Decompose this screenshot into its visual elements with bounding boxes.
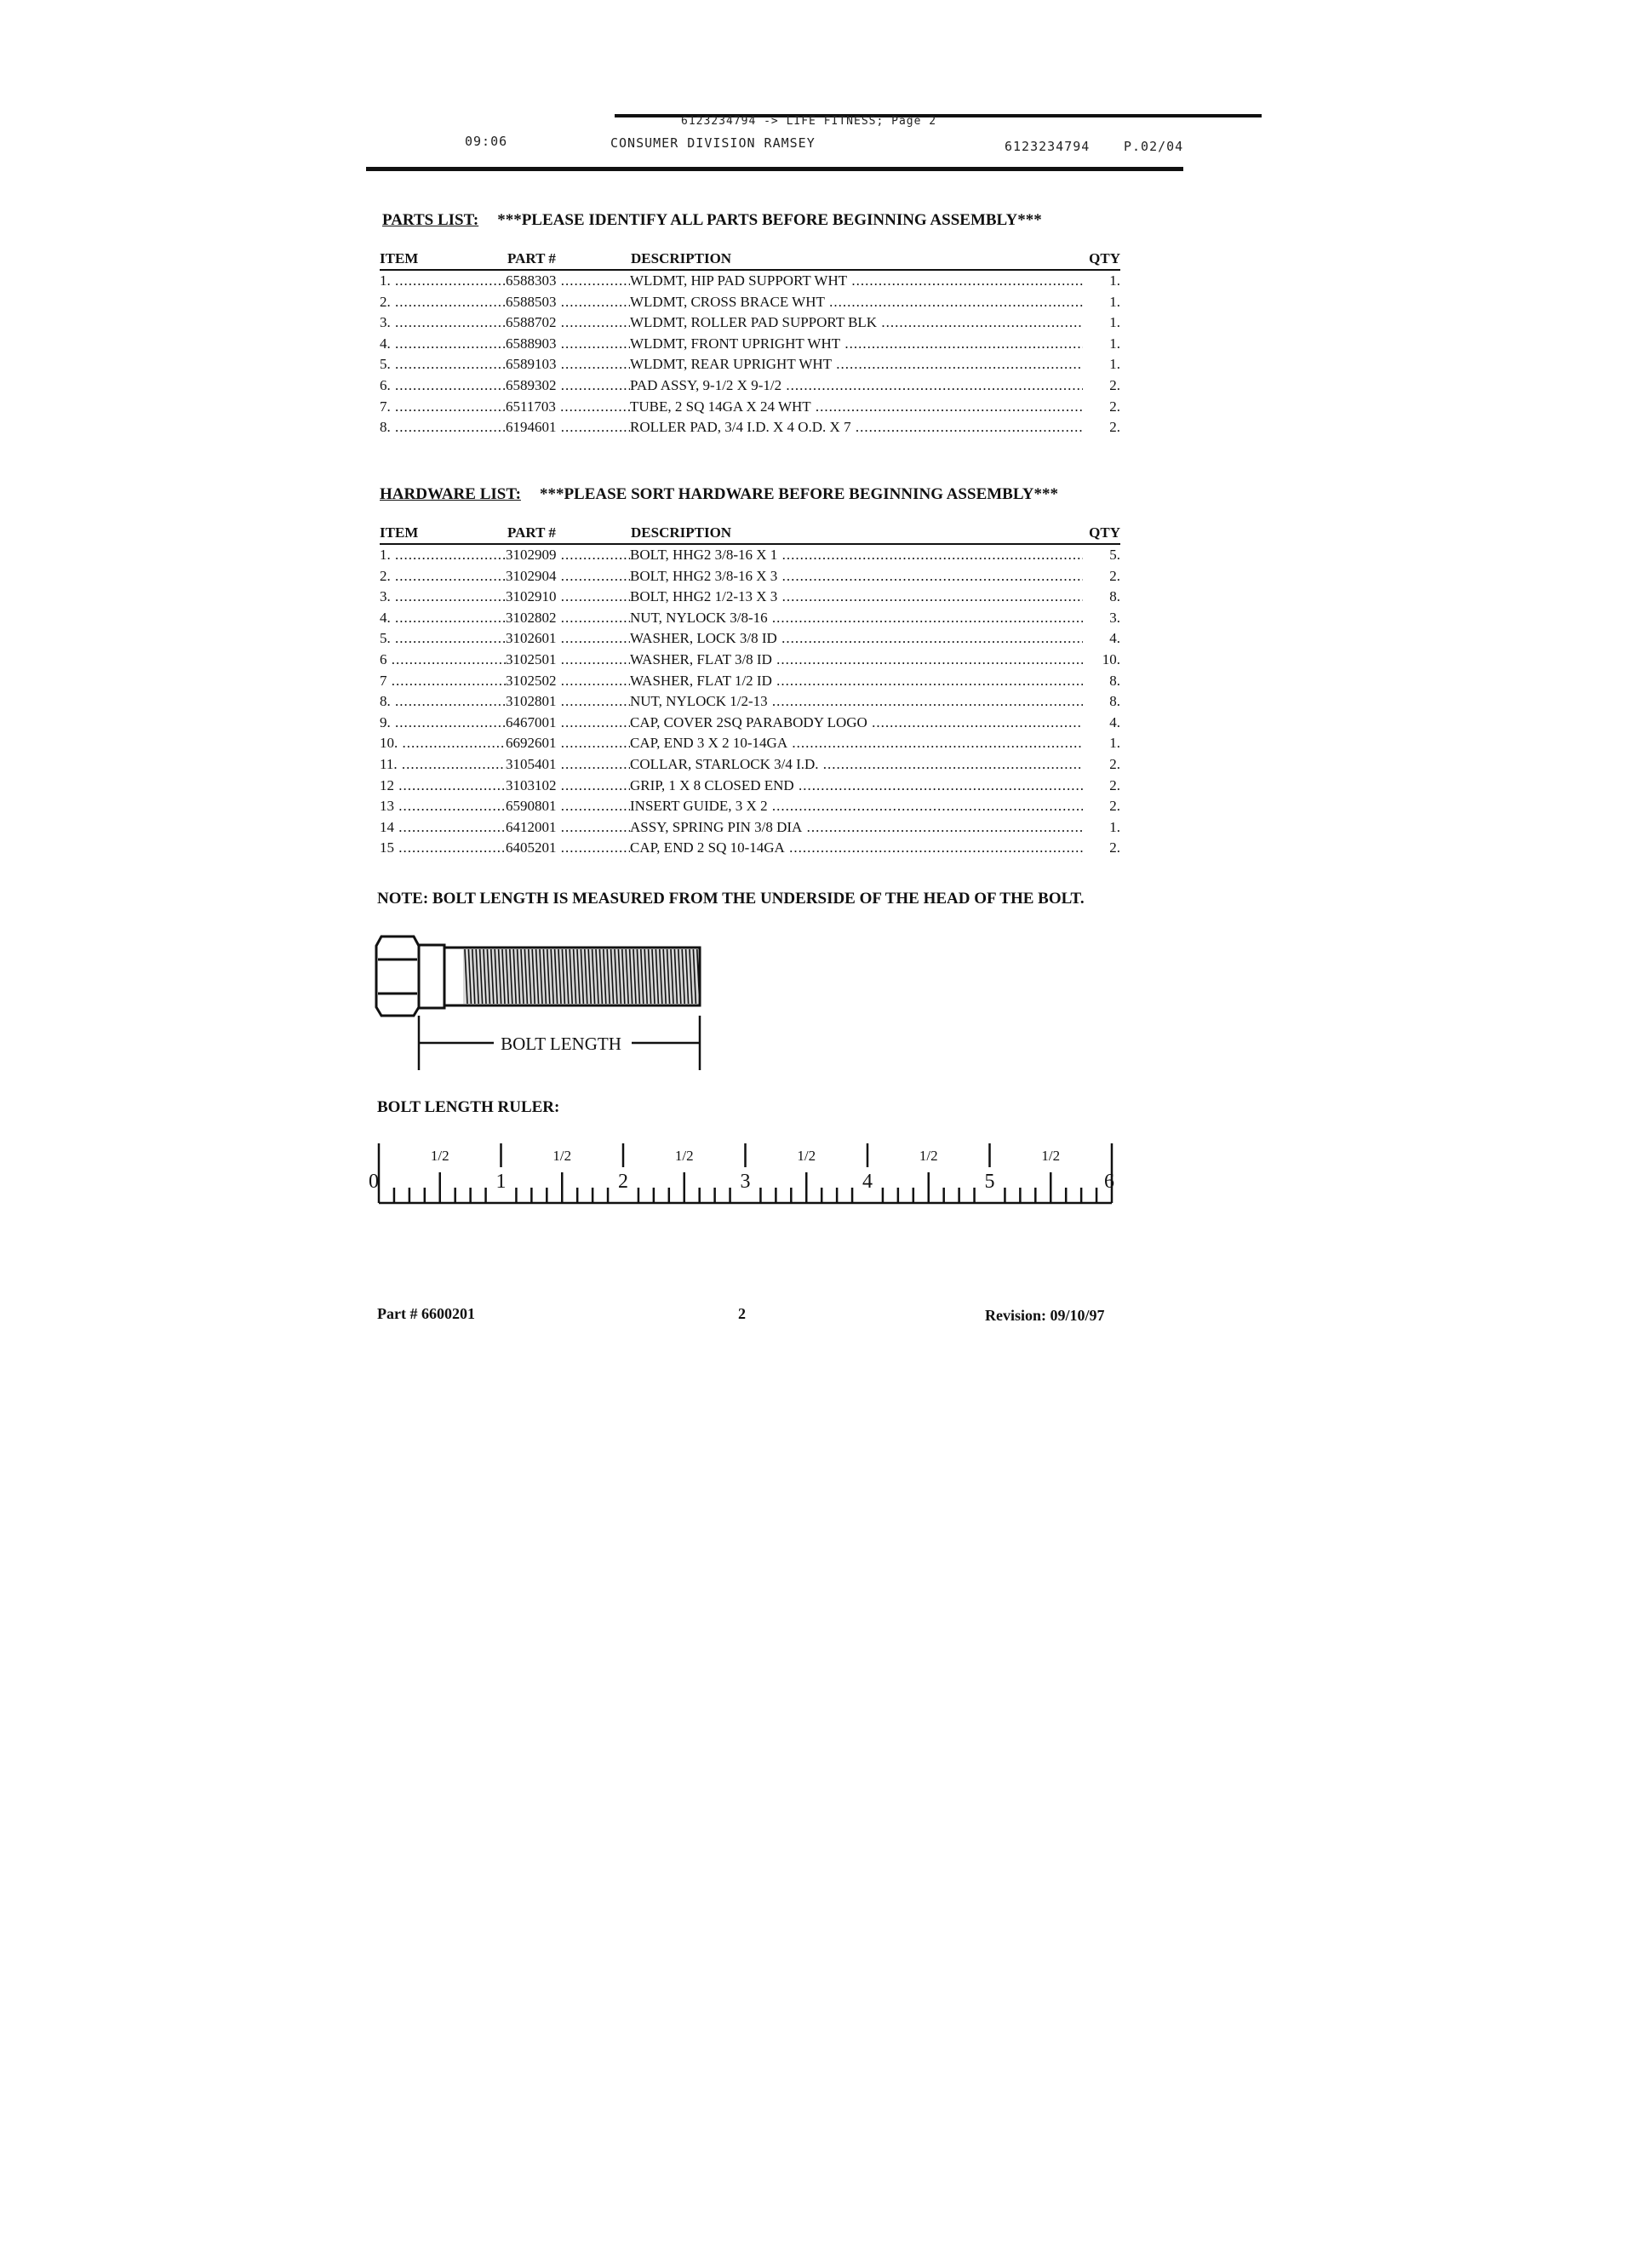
table-row (380, 608, 1120, 629)
ruler-title: BOLT LENGTH RULER: (377, 1098, 560, 1116)
fax-bottom-rule (366, 167, 1183, 171)
part-cell: 6588903 ..... (506, 334, 630, 355)
table-row (380, 650, 1120, 671)
qty-cell: 2. (1109, 398, 1120, 415)
item-cell: 5. ..... (380, 354, 506, 375)
qty-cell: 5. (1109, 547, 1120, 563)
ruler-inch-number: 1 (495, 1171, 507, 1193)
table-row (380, 271, 1120, 292)
bolt-length-ruler (366, 1137, 1132, 1213)
qty-cell: 1. (1109, 735, 1120, 752)
item-cell: 8. ..... (380, 417, 506, 438)
table-row (380, 796, 1120, 817)
col-item: ITEM (380, 524, 419, 541)
description-cell: WLDMT, HIP PAD SUPPORT WHT ..... (630, 271, 1083, 292)
part-cell: 6588702 ..... (506, 312, 630, 334)
qty-cell: 2. (1109, 376, 1120, 393)
part-cell: 3102909 ..... (506, 545, 630, 566)
fax-top-line: 6123234794 -> LIFE FITNESS; Page 2 (681, 115, 937, 128)
item-cell: 3. ..... (380, 312, 506, 334)
table-row (380, 292, 1120, 313)
qty-cell: 2. (1109, 839, 1120, 856)
table-row (380, 776, 1120, 797)
part-cell: 3102601 ..... (506, 628, 630, 650)
description-cell: NUT, NYLOCK 1/2-13 ..... (630, 691, 1083, 713)
ruler-inch-number: 3 (740, 1171, 751, 1193)
description-cell: NUT, NYLOCK 3/8-16 ..... (630, 608, 1083, 629)
description-cell: PAD ASSY, 9-1/2 X 9-1/2 ..... (630, 375, 1083, 397)
qty-cell: 10. (1102, 650, 1120, 667)
description-cell: WASHER, FLAT 1/2 ID ..... (630, 671, 1083, 692)
ruler-half-label: 1/2 (674, 1148, 694, 1164)
table-row (380, 417, 1120, 438)
item-cell: 11. ..... (380, 754, 506, 776)
ruler-half-label: 1/2 (797, 1148, 816, 1164)
item-cell: 10. ..... (380, 733, 506, 754)
table-row (380, 628, 1120, 650)
parts-table-body (380, 271, 1120, 438)
table-row (380, 817, 1120, 839)
description-cell: CAP, END 2 SQ 10-14GA ..... (630, 838, 1083, 859)
part-cell: 3103102 ..... (506, 776, 630, 797)
qty-cell: 1. (1109, 293, 1120, 310)
parts-list-instruction: ***PLEASE IDENTIFY ALL PARTS BEFORE BEGINNING ASSEMBLY*** (497, 211, 1042, 229)
qty-cell: 4. (1109, 713, 1120, 730)
table-row (380, 375, 1120, 397)
table-row (380, 754, 1120, 776)
qty-cell: 1. (1109, 356, 1120, 373)
bolt-head (376, 936, 444, 1016)
table-row (380, 397, 1120, 418)
qty-cell: 1. (1109, 272, 1120, 289)
item-cell: 2. ..... (380, 292, 506, 313)
ruler-inch-number: 0 (369, 1171, 379, 1193)
bolt-diagram (366, 924, 724, 1073)
bolt-length-note: NOTE: BOLT LENGTH IS MEASURED FROM THE UNDERSIDE OF THE HEAD OF THE BOLT. (377, 890, 1085, 908)
qty-cell: 1. (1109, 818, 1120, 835)
col-part: PART # (507, 524, 556, 541)
part-cell: 6194601 ..... (506, 417, 630, 438)
table-row (380, 312, 1120, 334)
col-qty: QTY (1089, 524, 1120, 541)
fax-header (0, 0, 1643, 179)
part-cell: 3102910 ..... (506, 587, 630, 608)
description-cell: GRIP, 1 X 8 CLOSED END ..... (630, 776, 1083, 797)
ruler-inch-number: 4 (862, 1171, 873, 1193)
description-cell: INSERT GUIDE, 3 X 2 ..... (630, 796, 1083, 817)
part-cell: 6590801 ..... (506, 796, 630, 817)
table-row (380, 545, 1120, 566)
ruler-half-label: 1/2 (552, 1148, 572, 1164)
description-cell: CAP, END 3 X 2 10-14GA ..... (630, 733, 1083, 754)
hardware-list-title (380, 485, 1058, 504)
part-cell: 6412001 ..... (506, 817, 630, 839)
description-cell: WLDMT, REAR UPRIGHT WHT ..... (630, 354, 1083, 375)
part-cell: 6692601 ..... (506, 733, 630, 754)
part-cell: 6589103 ..... (506, 354, 630, 375)
col-qty: QTY (1089, 250, 1120, 266)
description-cell: WASHER, FLAT 3/8 ID ..... (630, 650, 1083, 671)
part-cell: 3105401 ..... (506, 754, 630, 776)
fax-time: 09:06 (465, 134, 508, 149)
qty-cell: 8. (1109, 693, 1120, 710)
col-description: DESCRIPTION (631, 250, 732, 266)
ruler-inch-number: 5 (984, 1171, 995, 1193)
part-cell: 3102802 ..... (506, 608, 630, 629)
hardware-table (380, 521, 1120, 859)
col-part: PART # (507, 250, 556, 266)
fax-page: P.02/04 (1124, 139, 1184, 154)
hardware-table-header (380, 521, 1120, 545)
qty-cell: 2. (1109, 798, 1120, 815)
description-cell: COLLAR, STARLOCK 3/4 I.D. ..... (630, 754, 1083, 776)
part-cell: 3102501 ..... (506, 650, 630, 671)
parts-list-label: PARTS LIST: (382, 211, 479, 229)
qty-cell: 3. (1109, 609, 1120, 626)
item-cell: 5. ..... (380, 628, 506, 650)
item-cell: 2. ..... (380, 566, 506, 587)
table-row (380, 354, 1120, 375)
bolt-shank (444, 948, 700, 1005)
table-row (380, 691, 1120, 713)
table-row (380, 733, 1120, 754)
ruler-half-label: 1/2 (919, 1148, 938, 1164)
parts-table-header (380, 247, 1120, 271)
part-cell: 6511703 ..... (506, 397, 630, 418)
part-cell: 6588303 ..... (506, 271, 630, 292)
item-cell: 8. ..... (380, 691, 506, 713)
footer-page-number: 2 (738, 1305, 746, 1322)
table-row (380, 671, 1120, 692)
ruler-inch-number: 2 (618, 1171, 628, 1193)
part-cell: 6588503 ..... (506, 292, 630, 313)
table-row (380, 587, 1120, 608)
item-cell: 4. ..... (380, 334, 506, 355)
part-cell: 6405201 ..... (506, 838, 630, 859)
description-cell: BOLT, HHG2 3/8-16 X 3 ..... (630, 566, 1083, 587)
qty-cell: 8. (1109, 672, 1120, 689)
footer-part-number: Part # 6600201 (377, 1305, 475, 1322)
item-cell: 14 ..... (380, 817, 506, 839)
qty-cell: 8. (1109, 588, 1120, 605)
qty-cell: 2. (1109, 755, 1120, 772)
fax-phone: 6123234794 (1005, 139, 1091, 154)
item-cell: 1. ..... (380, 545, 506, 566)
item-cell: 7 ..... (380, 671, 506, 692)
ruler-half-label: 1/2 (430, 1148, 449, 1164)
qty-cell: 2. (1109, 567, 1120, 584)
item-cell: 13 ..... (380, 796, 506, 817)
part-cell: 6467001 ..... (506, 713, 630, 734)
item-cell: 6 ..... (380, 650, 506, 671)
part-cell: 3102801 ..... (506, 691, 630, 713)
item-cell: 4. ..... (380, 608, 506, 629)
item-cell: 12 ..... (380, 776, 506, 797)
item-cell: 15 ..... (380, 838, 506, 859)
description-cell: BOLT, HHG2 3/8-16 X 1 ..... (630, 545, 1083, 566)
item-cell: 3. ..... (380, 587, 506, 608)
table-row (380, 334, 1120, 355)
description-cell: ROLLER PAD, 3/4 I.D. X 4 O.D. X 7 ..... (630, 417, 1083, 438)
bolt-length-label: BOLT LENGTH (501, 1034, 621, 1054)
item-cell: 6. ..... (380, 375, 506, 397)
qty-cell: 1. (1109, 314, 1120, 331)
part-cell: 3102904 ..... (506, 566, 630, 587)
footer-revision: Revision: 09/10/97 (985, 1307, 1105, 1324)
part-cell: 6589302 ..... (506, 375, 630, 397)
table-row (380, 838, 1120, 859)
description-cell: BOLT, HHG2 1/2-13 X 3 ..... (630, 587, 1083, 608)
description-cell: TUBE, 2 SQ 14GA X 24 WHT ..... (630, 397, 1083, 418)
col-item: ITEM (380, 250, 419, 266)
parts-list-title (382, 211, 1042, 230)
item-cell: 7. ..... (380, 397, 506, 418)
qty-cell: 1. (1109, 335, 1120, 352)
col-description: DESCRIPTION (631, 524, 732, 541)
hardware-table-body (380, 545, 1120, 859)
ruler-inch-number: 6 (1104, 1171, 1114, 1193)
item-cell: 9. ..... (380, 713, 506, 734)
hardware-list-instruction: ***PLEASE SORT HARDWARE BEFORE BEGINNING ASSEMBLY*** (539, 485, 1058, 503)
table-row (380, 566, 1120, 587)
hardware-list-label: HARDWARE LIST: (380, 485, 521, 503)
ruler-half-label: 1/2 (1041, 1148, 1061, 1164)
description-cell: ASSY, SPRING PIN 3/8 DIA ..... (630, 817, 1083, 839)
fax-sender: CONSUMER DIVISION RAMSEY (610, 135, 816, 151)
item-cell: 1. ..... (380, 271, 506, 292)
description-cell: WLDMT, FRONT UPRIGHT WHT ..... (630, 334, 1083, 355)
description-cell: WASHER, LOCK 3/8 ID ..... (630, 628, 1083, 650)
description-cell: CAP, COVER 2SQ PARABODY LOGO ..... (630, 713, 1083, 734)
table-row (380, 713, 1120, 734)
description-cell: WLDMT, CROSS BRACE WHT ..... (630, 292, 1083, 313)
part-cell: 3102502 ..... (506, 671, 630, 692)
parts-table (380, 247, 1120, 438)
qty-cell: 2. (1109, 776, 1120, 793)
qty-cell: 2. (1109, 419, 1120, 436)
qty-cell: 4. (1109, 630, 1120, 647)
description-cell: WLDMT, ROLLER PAD SUPPORT BLK ..... (630, 312, 1083, 334)
